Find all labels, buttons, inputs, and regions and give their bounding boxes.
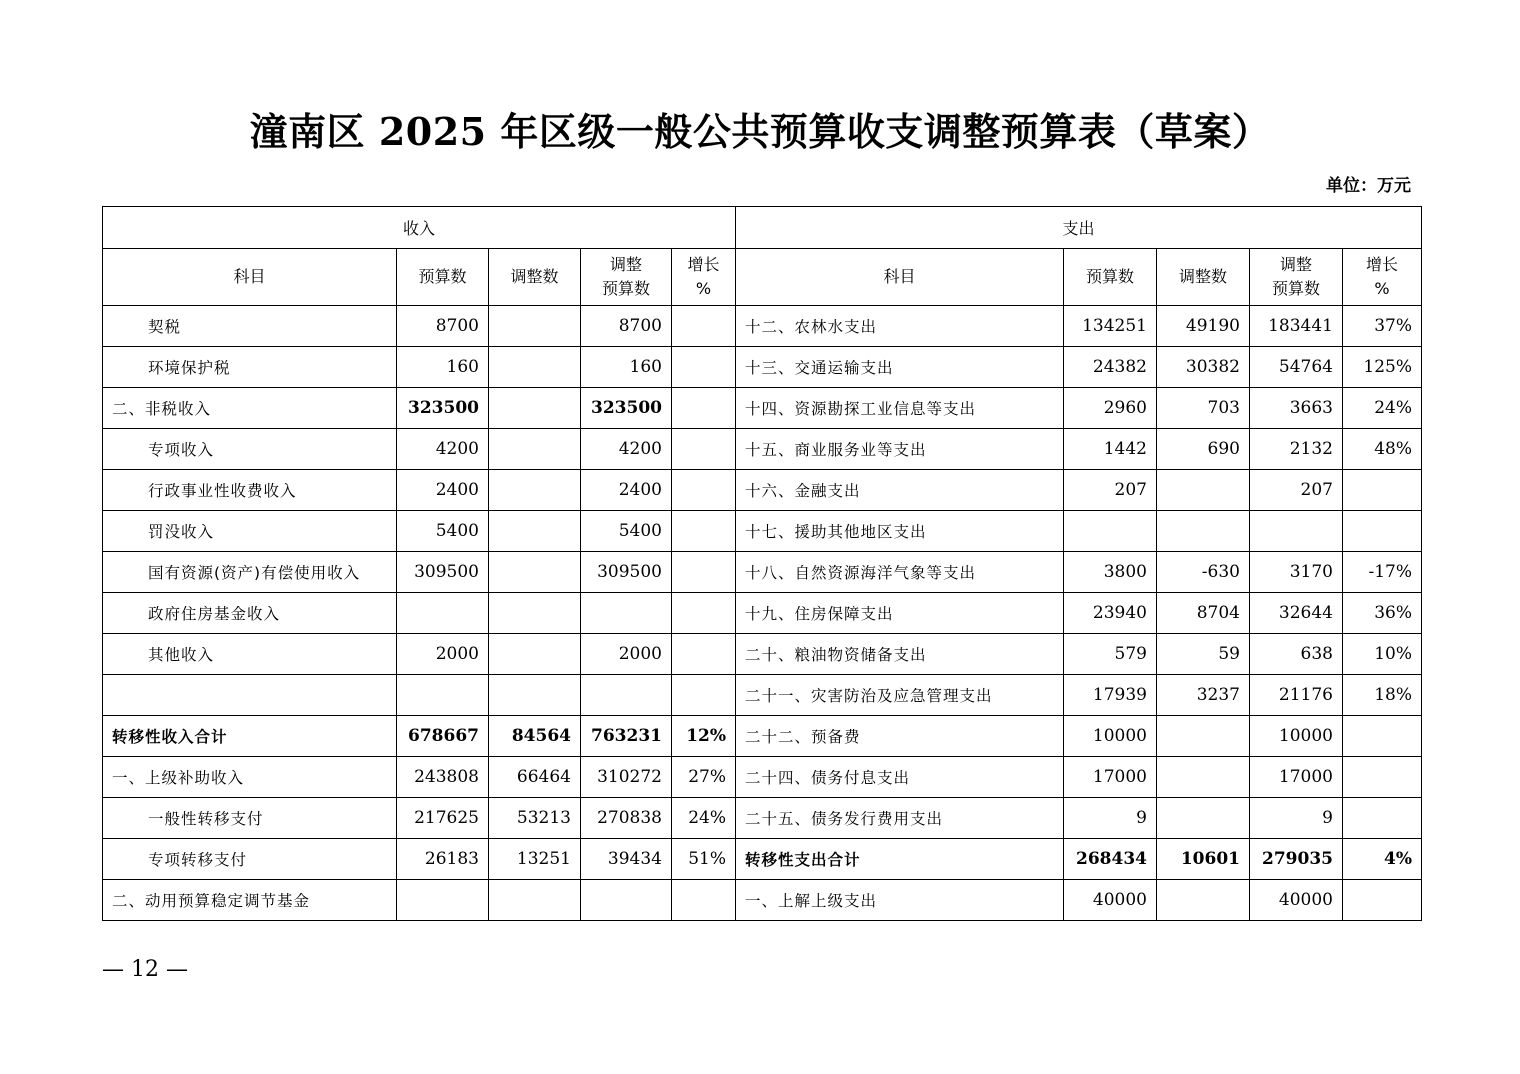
- expenditure-adjustment-cell: 3237: [1157, 675, 1250, 716]
- income-budget-header: 预算数: [397, 249, 489, 306]
- expenditure-growth-cell: [1343, 798, 1422, 839]
- expenditure-budget-cell: 10000: [1064, 716, 1157, 757]
- income-adjustment-cell: [489, 388, 581, 429]
- income-budget-cell: 309500: [397, 552, 489, 593]
- income-growth-cell: [672, 429, 736, 470]
- income-budget-cell: 243808: [397, 757, 489, 798]
- table-row: [103, 839, 1422, 880]
- income-growth-cell: [672, 675, 736, 716]
- budget-table-body: [103, 306, 1422, 921]
- expenditure-adjusted-cell: 183441: [1250, 306, 1343, 347]
- income-subject-cell: 一般性转移支付: [103, 798, 397, 839]
- income-budget-cell: 2400: [397, 470, 489, 511]
- expenditure-adjusted-cell: [1250, 511, 1343, 552]
- income-growth-cell: [672, 880, 736, 921]
- table-row: [103, 388, 1422, 429]
- table-row: [103, 757, 1422, 798]
- income-subject-header: 科目: [103, 249, 397, 306]
- income-adjustment-cell: [489, 347, 581, 388]
- table-row: [103, 593, 1422, 634]
- income-adjusted-cell: 8700: [581, 306, 672, 347]
- income-subject-cell: 国有资源(资产)有偿使用收入: [103, 552, 397, 593]
- expenditure-subject-cell: 一、上解上级支出: [736, 880, 1064, 921]
- table-row: [103, 347, 1422, 388]
- income-adjusted-cell: [581, 880, 672, 921]
- expenditure-budget-cell: 3800: [1064, 552, 1157, 593]
- income-subject-cell: 契税: [103, 306, 397, 347]
- expenditure-budget-cell: [1064, 511, 1157, 552]
- expenditure-subject-cell: 二十五、债务发行费用支出: [736, 798, 1064, 839]
- income-adjusted-cell: 323500: [581, 388, 672, 429]
- expenditure-adjustment-cell: 59: [1157, 634, 1250, 675]
- expenditure-budget-cell: 17000: [1064, 757, 1157, 798]
- income-budget-cell: [397, 675, 489, 716]
- expenditure-growth-cell: 37%: [1343, 306, 1422, 347]
- expenditure-growth-cell: 18%: [1343, 675, 1422, 716]
- expenditure-subject-cell: 十二、农林水支出: [736, 306, 1064, 347]
- expenditure-budget-cell: 17939: [1064, 675, 1157, 716]
- income-adjustment-cell: [489, 552, 581, 593]
- expenditure-subject-cell: 十八、自然资源海洋气象等支出: [736, 552, 1064, 593]
- expenditure-growth-cell: [1343, 470, 1422, 511]
- income-adjusted-cell: [581, 675, 672, 716]
- income-adjustment-cell: [489, 429, 581, 470]
- expenditure-header: 支出: [736, 207, 1422, 249]
- income-subject-cell: 罚没收入: [103, 511, 397, 552]
- expenditure-subject-cell: 二十、粮油物资储备支出: [736, 634, 1064, 675]
- income-growth-cell: 51%: [672, 839, 736, 880]
- expenditure-adjustment-cell: [1157, 716, 1250, 757]
- income-adjustment-header: 调整数: [489, 249, 581, 306]
- income-growth-cell: 12%: [672, 716, 736, 757]
- expenditure-growth-cell: [1343, 757, 1422, 798]
- expenditure-adjustment-cell: 10601: [1157, 839, 1250, 880]
- income-budget-cell: 217625: [397, 798, 489, 839]
- income-growth-cell: [672, 388, 736, 429]
- income-budget-cell: 678667: [397, 716, 489, 757]
- expenditure-growth-cell: 10%: [1343, 634, 1422, 675]
- income-adjustment-cell: 66464: [489, 757, 581, 798]
- income-adjusted-cell: 763231: [581, 716, 672, 757]
- expenditure-adjustment-cell: [1157, 757, 1250, 798]
- expenditure-budget-cell: 40000: [1064, 880, 1157, 921]
- table-row: [103, 306, 1422, 347]
- income-adjusted-header: 调整 预算数: [581, 249, 672, 306]
- expenditure-growth-cell: 4%: [1343, 839, 1422, 880]
- section-header-row: [103, 207, 1422, 249]
- expenditure-budget-cell: 579: [1064, 634, 1157, 675]
- expenditure-budget-cell: 2960: [1064, 388, 1157, 429]
- expenditure-adjusted-cell: 54764: [1250, 347, 1343, 388]
- expenditure-budget-cell: 134251: [1064, 306, 1157, 347]
- income-growth-cell: 24%: [672, 798, 736, 839]
- income-adjustment-cell: [489, 470, 581, 511]
- income-growth-header: 增长 %: [672, 249, 736, 306]
- expenditure-budget-cell: 207: [1064, 470, 1157, 511]
- income-adjustment-cell: [489, 306, 581, 347]
- income-subject-cell: [103, 675, 397, 716]
- expenditure-adjusted-cell: 17000: [1250, 757, 1343, 798]
- expenditure-subject-cell: 二十四、债务付息支出: [736, 757, 1064, 798]
- income-subject-cell: 专项收入: [103, 429, 397, 470]
- income-budget-cell: 8700: [397, 306, 489, 347]
- income-adjusted-cell: 4200: [581, 429, 672, 470]
- expenditure-adjustment-cell: [1157, 880, 1250, 921]
- income-adjusted-cell: 270838: [581, 798, 672, 839]
- income-growth-cell: 27%: [672, 757, 736, 798]
- table-row: [103, 429, 1422, 470]
- income-budget-cell: 2000: [397, 634, 489, 675]
- income-growth-cell: [672, 306, 736, 347]
- income-budget-cell: [397, 880, 489, 921]
- income-adjustment-cell: 53213: [489, 798, 581, 839]
- table-row: [103, 552, 1422, 593]
- expenditure-subject-cell: 十四、资源勘探工业信息等支出: [736, 388, 1064, 429]
- income-adjusted-cell: 2400: [581, 470, 672, 511]
- income-budget-cell: 323500: [397, 388, 489, 429]
- expenditure-growth-cell: 36%: [1343, 593, 1422, 634]
- income-growth-cell: [672, 347, 736, 388]
- expenditure-growth-cell: [1343, 880, 1422, 921]
- income-growth-cell: [672, 593, 736, 634]
- income-adjusted-cell: [581, 593, 672, 634]
- income-adjustment-cell: 13251: [489, 839, 581, 880]
- expenditure-budget-header: 预算数: [1064, 249, 1157, 306]
- expenditure-subject-cell: 十七、援助其他地区支出: [736, 511, 1064, 552]
- income-subject-cell: 行政事业性收费收入: [103, 470, 397, 511]
- income-adjusted-cell: 309500: [581, 552, 672, 593]
- expenditure-adjusted-cell: 638: [1250, 634, 1343, 675]
- expenditure-budget-cell: 268434: [1064, 839, 1157, 880]
- income-adjusted-cell: 39434: [581, 839, 672, 880]
- expenditure-adjustment-cell: 8704: [1157, 593, 1250, 634]
- expenditure-subject-cell: 二十二、预备费: [736, 716, 1064, 757]
- expenditure-adjusted-cell: 3663: [1250, 388, 1343, 429]
- table-row: [103, 798, 1422, 839]
- expenditure-adjustment-cell: 30382: [1157, 347, 1250, 388]
- income-adjustment-cell: [489, 511, 581, 552]
- expenditure-growth-cell: 24%: [1343, 388, 1422, 429]
- income-adjustment-cell: [489, 675, 581, 716]
- table-row: [103, 716, 1422, 757]
- income-adjusted-cell: 310272: [581, 757, 672, 798]
- table-row: [103, 511, 1422, 552]
- income-adjustment-cell: [489, 593, 581, 634]
- expenditure-adjusted-header: 调整 预算数: [1250, 249, 1343, 306]
- income-budget-cell: 26183: [397, 839, 489, 880]
- unit-label: 单位：万元: [1326, 176, 1411, 196]
- income-adjustment-cell: 84564: [489, 716, 581, 757]
- expenditure-growth-header: 增长 %: [1343, 249, 1422, 306]
- income-budget-cell: 4200: [397, 429, 489, 470]
- income-growth-cell: [672, 511, 736, 552]
- expenditure-budget-cell: 23940: [1064, 593, 1157, 634]
- column-header-row: [103, 249, 1422, 306]
- expenditure-adjusted-cell: 21176: [1250, 675, 1343, 716]
- expenditure-adjustment-cell: -630: [1157, 552, 1250, 593]
- income-subject-cell: 转移性收入合计: [103, 716, 397, 757]
- expenditure-adjusted-cell: 10000: [1250, 716, 1343, 757]
- expenditure-subject-cell: 十五、商业服务业等支出: [736, 429, 1064, 470]
- income-header: 收入: [103, 207, 736, 249]
- expenditure-adjusted-cell: 40000: [1250, 880, 1343, 921]
- income-subject-cell: 环境保护税: [103, 347, 397, 388]
- table-row: [103, 470, 1422, 511]
- expenditure-subject-cell: 十九、住房保障支出: [736, 593, 1064, 634]
- table-row: [103, 634, 1422, 675]
- table-row: [103, 675, 1422, 716]
- income-adjustment-cell: [489, 634, 581, 675]
- expenditure-adjusted-cell: 279035: [1250, 839, 1343, 880]
- expenditure-adjusted-cell: 9: [1250, 798, 1343, 839]
- expenditure-adjustment-cell: 49190: [1157, 306, 1250, 347]
- income-budget-cell: 160: [397, 347, 489, 388]
- expenditure-growth-cell: -17%: [1343, 552, 1422, 593]
- income-budget-cell: [397, 593, 489, 634]
- table-row: [103, 880, 1422, 921]
- income-growth-cell: [672, 634, 736, 675]
- expenditure-adjusted-cell: 32644: [1250, 593, 1343, 634]
- income-budget-cell: 5400: [397, 511, 489, 552]
- expenditure-growth-cell: 48%: [1343, 429, 1422, 470]
- income-subject-cell: 二、动用预算稳定调节基金: [103, 880, 397, 921]
- expenditure-adjusted-cell: 2132: [1250, 429, 1343, 470]
- document-title: 潼南区 2025 年区级一般公共预算收支调整预算表（草案）: [249, 109, 1271, 154]
- expenditure-budget-cell: 1442: [1064, 429, 1157, 470]
- income-subject-cell: 一、上级补助收入: [103, 757, 397, 798]
- expenditure-growth-cell: 125%: [1343, 347, 1422, 388]
- page-number: — 12 —: [102, 957, 188, 982]
- income-adjusted-cell: 5400: [581, 511, 672, 552]
- expenditure-adjustment-cell: [1157, 511, 1250, 552]
- income-subject-cell: 二、非税收入: [103, 388, 397, 429]
- expenditure-adjustment-cell: 690: [1157, 429, 1250, 470]
- budget-table: [102, 206, 1422, 921]
- income-adjusted-cell: 2000: [581, 634, 672, 675]
- expenditure-subject-cell: 十三、交通运输支出: [736, 347, 1064, 388]
- expenditure-adjustment-header: 调整数: [1157, 249, 1250, 306]
- income-adjustment-cell: [489, 880, 581, 921]
- expenditure-budget-cell: 24382: [1064, 347, 1157, 388]
- income-subject-cell: 政府住房基金收入: [103, 593, 397, 634]
- expenditure-adjusted-cell: 207: [1250, 470, 1343, 511]
- expenditure-adjusted-cell: 3170: [1250, 552, 1343, 593]
- expenditure-adjustment-cell: 703: [1157, 388, 1250, 429]
- income-growth-cell: [672, 552, 736, 593]
- expenditure-subject-cell: 十六、金融支出: [736, 470, 1064, 511]
- expenditure-adjustment-cell: [1157, 798, 1250, 839]
- expenditure-growth-cell: [1343, 716, 1422, 757]
- income-subject-cell: 其他收入: [103, 634, 397, 675]
- expenditure-adjustment-cell: [1157, 470, 1250, 511]
- expenditure-subject-cell: 二十一、灾害防治及应急管理支出: [736, 675, 1064, 716]
- income-subject-cell: 专项转移支付: [103, 839, 397, 880]
- expenditure-budget-cell: 9: [1064, 798, 1157, 839]
- income-growth-cell: [672, 470, 736, 511]
- income-adjusted-cell: 160: [581, 347, 672, 388]
- expenditure-subject-cell: 转移性支出合计: [736, 839, 1064, 880]
- expenditure-growth-cell: [1343, 511, 1422, 552]
- expenditure-subject-header: 科目: [736, 249, 1064, 306]
